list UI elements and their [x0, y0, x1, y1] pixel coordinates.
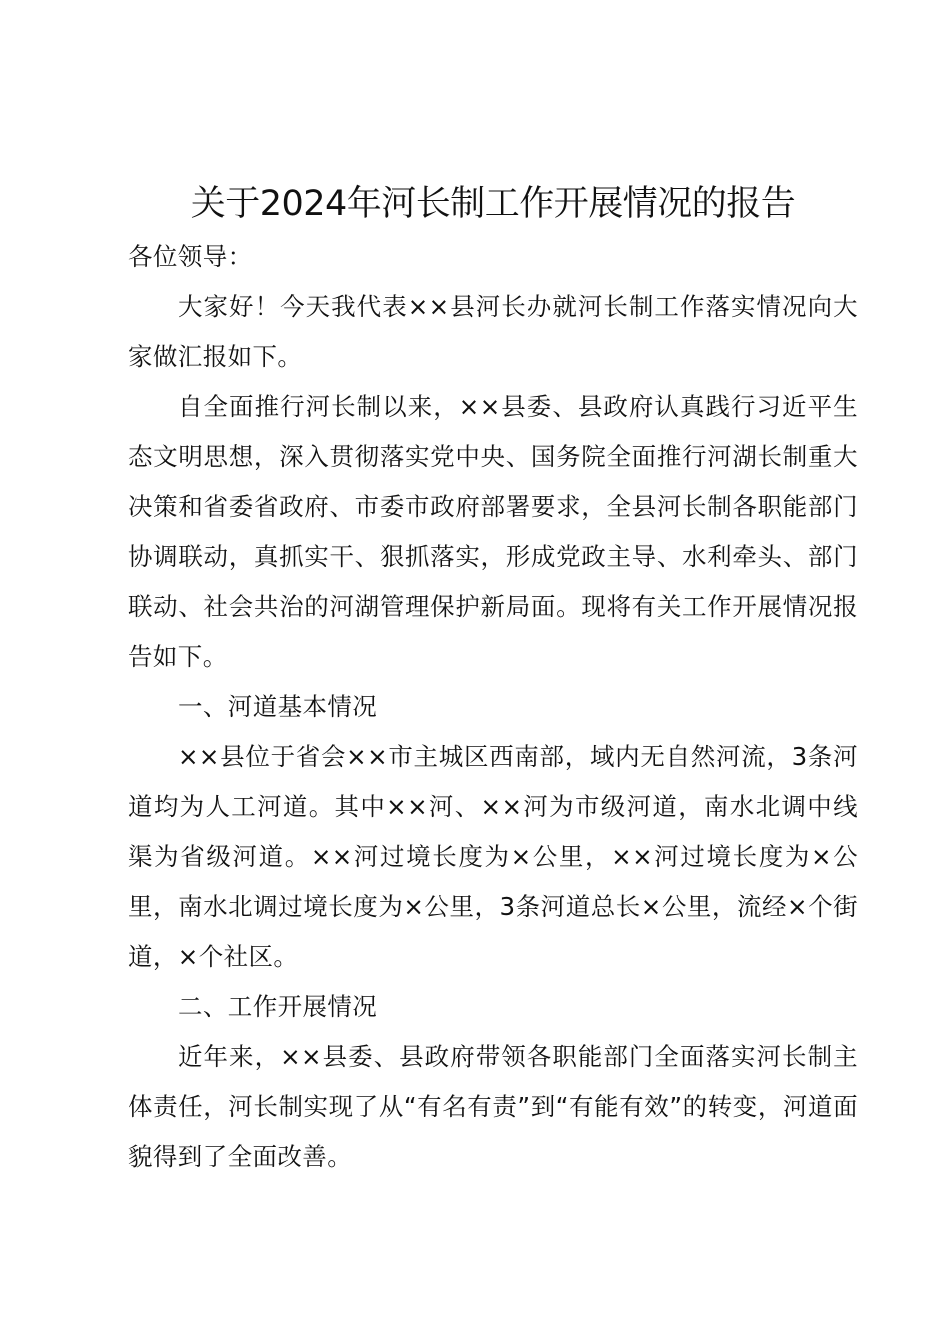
intro-paragraph: 自全面推行河长制以来，××县委、县政府认真践行习近平生态文明思想，深入贯彻落实党中央、国务院全面推行河湖长制重大决策和省委省政府、市委市政府部署要求，全县河长制各职能部门协调联动，真抓实干、狠抓落实，形成党政主导、水利牵头、部门联动、社会共治的河湖管理保护新局面。现将有关工作开展情况报告如下。 — [128, 392, 858, 671]
section-heading-basic-info: 一、河道基本情况 — [178, 692, 378, 721]
document-title: 关于2024年河长制工作开展情况的报告 — [190, 184, 796, 224]
work-progress-paragraph: 近年来，××县委、县政府带领各职能部门全面落实河长制主体责任，河长制实现了从“有名有责”到“有能有效”的转变，河道面貌得到了全面改善。 — [128, 1042, 858, 1171]
basic-info-paragraph: ××县位于省会××市主城区西南部，域内无自然河流，3条河道均为人工河道。其中××河、××河为市级河道，南水北调中线渠为省级河道。××河过境长度为×公里，××河过境长度为×公里，南水北调过境长度为×公里，3条河道总长×公里，流经×个街道，×个社区。 — [128, 742, 858, 971]
document-page — [128, 182, 858, 1182]
greeting-paragraph: 大家好！今天我代表××县河长办就河长制工作落实情况向大家做汇报如下。 — [128, 292, 858, 371]
section-heading-work-progress: 二、工作开展情况 — [178, 992, 378, 1021]
salutation: 各位领导： — [128, 242, 253, 271]
